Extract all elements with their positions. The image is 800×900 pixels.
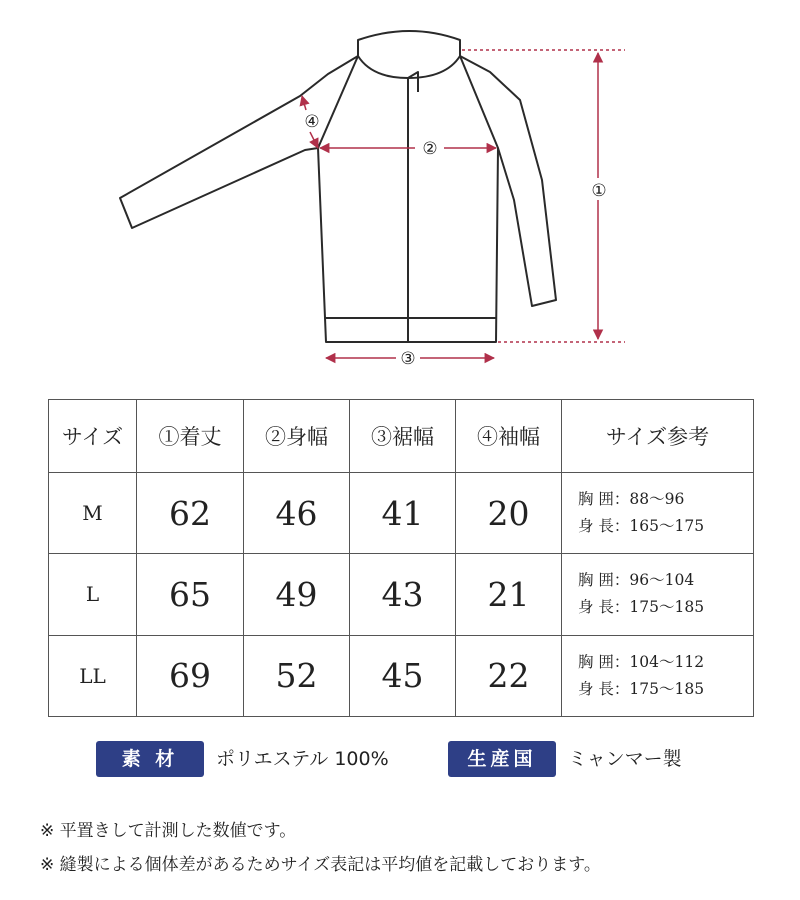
sleeve-width-arrow-top bbox=[302, 96, 306, 110]
header-hem-width: ③裾幅 bbox=[350, 400, 456, 473]
header-size: サイズ bbox=[49, 400, 137, 473]
height-range: 身 長：175～185 bbox=[578, 598, 705, 617]
header-body-width: ②身幅 bbox=[244, 400, 350, 473]
measurement-guides bbox=[302, 50, 625, 358]
jacket-outline bbox=[120, 31, 556, 342]
product-info-row bbox=[0, 741, 800, 779]
label-length: ① bbox=[591, 181, 607, 201]
size-reference-cell bbox=[562, 473, 754, 554]
variance-note: ※ 縫製による個体差があるためサイズ表記は平均値を記載しております。 bbox=[40, 855, 601, 875]
sleeve-width-cell: 20 bbox=[456, 473, 562, 554]
height-range: 身 長：175～185 bbox=[578, 679, 705, 698]
origin-value: ミャンマー製 bbox=[568, 748, 682, 770]
hem-width-cell: 41 bbox=[350, 473, 456, 554]
body-width-cell: 46 bbox=[244, 473, 350, 554]
measurement-note: ※ 平置きして計測した数値です。 bbox=[40, 821, 297, 841]
table-row bbox=[49, 635, 754, 716]
body-width-cell: 49 bbox=[244, 554, 350, 635]
chest-range: 胸 囲：88～96 bbox=[578, 490, 685, 509]
label-hem-width: ③ bbox=[400, 349, 416, 369]
hem-width-cell: 45 bbox=[350, 635, 456, 716]
header-sleeve-width: ④袖幅 bbox=[456, 400, 562, 473]
chest-range: 胸 囲：96～104 bbox=[578, 571, 695, 590]
size-cell: M bbox=[49, 473, 137, 554]
length-cell: 65 bbox=[137, 554, 244, 635]
material-value: ポリエステル 100% bbox=[216, 748, 389, 770]
chest-range: 胸 囲：104～112 bbox=[578, 652, 705, 671]
header-length: ①着丈 bbox=[137, 400, 244, 473]
height-range: 身 長：165～175 bbox=[578, 517, 705, 536]
jacket-measurement-diagram bbox=[0, 0, 800, 380]
table-row bbox=[49, 554, 754, 635]
hem-width-cell: 43 bbox=[350, 554, 456, 635]
size-cell: L bbox=[49, 554, 137, 635]
sleeve-width-cell: 22 bbox=[456, 635, 562, 716]
header-size-reference: サイズ参考 bbox=[562, 400, 754, 473]
table-row bbox=[49, 473, 754, 554]
size-reference-cell bbox=[562, 554, 754, 635]
label-body-width: ② bbox=[422, 139, 438, 159]
length-cell: 69 bbox=[137, 635, 244, 716]
table-header-row bbox=[49, 400, 754, 473]
sleeve-width-cell: 21 bbox=[456, 554, 562, 635]
sleeve-width-arrow-bottom bbox=[310, 132, 318, 148]
size-reference-cell bbox=[562, 635, 754, 716]
size-chart-table bbox=[48, 399, 754, 717]
body-width-cell: 52 bbox=[244, 635, 350, 716]
measurement-labels bbox=[304, 112, 610, 369]
label-sleeve-width: ④ bbox=[304, 112, 320, 132]
origin-badge: 生産国 bbox=[448, 741, 556, 777]
material-badge: 素 材 bbox=[96, 741, 204, 777]
size-cell: LL bbox=[49, 635, 137, 716]
length-cell: 62 bbox=[137, 473, 244, 554]
